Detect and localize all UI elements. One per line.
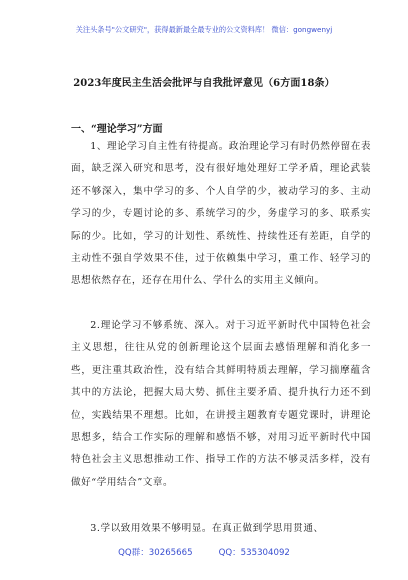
document-title: 2023年度民主生活会批评与自我批评意见（6方面18条）	[73, 78, 335, 89]
paragraph-3: 3.学以致用效果不够明显。在真正做到学思用贯通、	[90, 523, 324, 534]
paragraph-2: 2.理论学习不够系统、深入。对于习近平新时代中国特色社会主义思想，往往从党的创新理论这个层面去感悟理解和消化多一些，更注重其政治性，没有结合其鲜明特质去理解，学习揣摩蕴含其中的方法论，把握大局大势、抓住主要矛盾、提升执行力还不到位，实践结果不理想。比如，在讲授主题教育专题党课时，讲理论思想多，结合工作实际的理解和感悟不够，对用习近平新时代中国特色社会主义思想推动工作、指导工作的方法不够灵活多样，没有做好“学用结合”文章。	[71, 320, 371, 488]
paragraph-1: 1、理论学习自主性有待提高。政治理论学习有时仍然停留在表面，缺乏深入研究和思考，没有很好地处理好工学矛盾，理论武装还不够深入，集中学习的多、个人自学的少，被动学习的多、主动学习的少，专题讨论的多、系统学习的少，务虚学习的多、联系实际的少。比如，学习的计划性、系统性、持续性还有差距，自学的主动性不强自学效果不佳，过于依赖集中学习，重工作、轻学习的思想依然存在，还存在用什么、学什么的实用主义倾向。	[71, 141, 371, 287]
header-promo-note: 关注头条号"公文研究"，获得最新最全最专业的公文资料库！ 微信：gongwenyj	[75, 25, 333, 34]
footer-contact	[0, 546, 408, 558]
section-heading: 一、“理论学习”方面	[71, 124, 163, 135]
footer-qq-number: QQ：535304092	[218, 548, 290, 558]
footer-qq-group: QQ群：30265665	[118, 548, 193, 558]
